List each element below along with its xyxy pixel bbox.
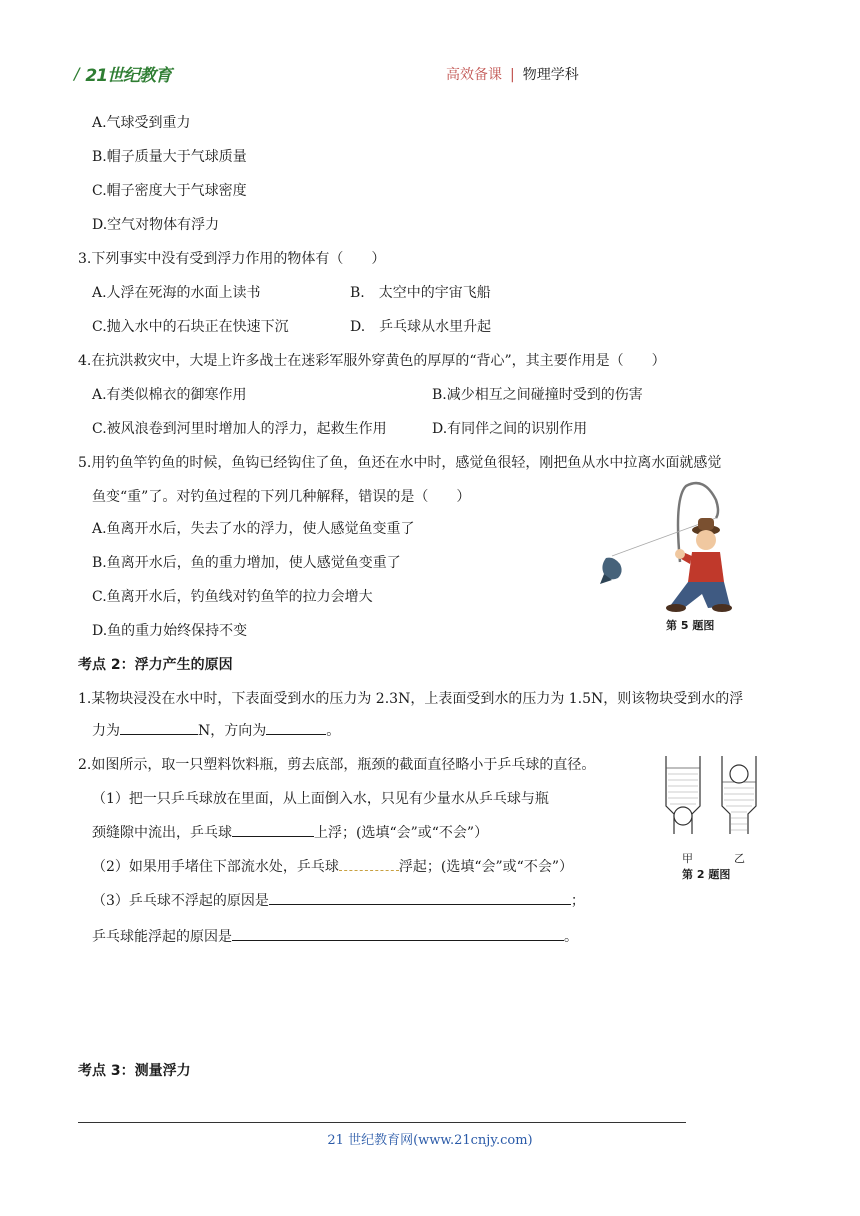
fig-label-right: 乙 — [734, 852, 745, 865]
q5-option-c: C.鱼离开水后，钓鱼线对钓鱼竿的拉力会增大 — [92, 589, 373, 605]
bottle-right — [722, 756, 756, 834]
direction-blank[interactable] — [266, 720, 326, 735]
buoyancy-blank[interactable] — [120, 720, 198, 735]
q3-option-a: A.人浮在死海的水面上读书 — [92, 285, 261, 301]
q5-option-b: B.鱼离开水后，鱼的重力增加，使人感觉鱼变重了 — [92, 555, 401, 571]
footer-divider — [78, 1122, 686, 1123]
header-subject — [446, 64, 579, 84]
bottle-left — [666, 756, 700, 834]
q3-option-d: D. 乒乓球从水里升起 — [350, 319, 492, 335]
part4-blank[interactable] — [232, 926, 564, 941]
section3-title: 考点 3：测量浮力 — [78, 1063, 191, 1079]
header-left-label: 高效备课 — [446, 67, 502, 83]
part3-blank[interactable] — [269, 890, 571, 905]
logo-slash: / — [74, 63, 80, 83]
ball-right — [730, 765, 748, 783]
head — [696, 530, 716, 550]
q5-stem-line2: 鱼变“重”了。对钓鱼过程的下列几种解释，错误的是（ ） — [92, 489, 471, 505]
s2-q1-line2: 力为 N，方向为 。 — [92, 720, 340, 740]
part1-blank[interactable] — [232, 822, 314, 837]
q3-stem: 3.下列事实中没有受到浮力作用的物体有（ ） — [78, 251, 386, 267]
q2-option-c: C.帽子密度大于气球密度 — [92, 183, 247, 199]
footer-link[interactable]: 21 世纪教育网(www.21cnjy.com) — [327, 1133, 533, 1148]
fishing-illustration — [596, 478, 736, 618]
q4-option-c: C.被风浪卷到河里时增加人的浮力，起救生作用 — [92, 421, 387, 437]
site-logo — [74, 62, 171, 84]
header-right-label: 物理学科 — [522, 67, 579, 83]
q4-stem: 4.在抗洪救灾中，大堤上许多战士在迷彩军服外穿黄色的厚厚的“背心”，其主要作用是（ ） — [78, 353, 666, 369]
s2-q2-part1-line1: （1）把一只乒乓球放在里面，从上面倒入水，只见有少量水从乒乓球与瓶 — [92, 791, 549, 807]
s2-figure-caption: 第 2 题图 — [682, 868, 731, 881]
q4-option-a: A.有类似棉衣的御寒作用 — [92, 387, 247, 403]
q4-option-b: B.减少相互之间碰撞时受到的伤害 — [432, 387, 643, 403]
q2-option-d: D.空气对物体有浮力 — [92, 217, 220, 233]
logo-mark: 21世纪教育 — [85, 65, 172, 86]
s2-q2-part2: （2）如果用手堵住下部流水处，乒乓球 浮起；(选填“会”或“不会”） — [92, 856, 573, 876]
bottle-figure — [660, 754, 770, 854]
part2-blank[interactable] — [339, 856, 399, 871]
ball-left — [674, 807, 692, 825]
fig-label-left: 甲 — [682, 852, 693, 865]
q5-stem-line1: 5.用钓鱼竿钓鱼的时候，鱼钩已经钩住了鱼，鱼还在水中时，感觉鱼很轻，刚把鱼从水中拉离水面就感觉 — [78, 455, 722, 471]
q5-figure-caption: 第 5 题图 — [666, 619, 715, 632]
q3-option-c: C.抛入水中的石块正在快速下沉 — [92, 319, 289, 335]
q4-option-d: D.有同伴之间的识别作用 — [432, 421, 588, 437]
q5-option-a: A.鱼离开水后，失去了水的浮力，使人感觉鱼变重了 — [92, 521, 415, 537]
q2-option-b: B.帽子质量大于气球质量 — [92, 149, 247, 165]
section2-title: 考点 2：浮力产生的原因 — [78, 657, 233, 673]
q3-option-b: B. 太空中的宇宙飞船 — [350, 285, 491, 301]
s2-q2-part1-line2: 颈缝隙中流出，乒乓球 上浮；(选填“会”或“不会”） — [92, 822, 488, 842]
header-separator: | — [510, 67, 515, 83]
shirt — [688, 552, 724, 582]
q2-option-a: A.气球受到重力 — [92, 115, 191, 131]
s2-q2-stem: 2.如图所示，取一只塑料饮料瓶，剪去底部，瓶颈的截面直径略小于乒乓球的直径。 — [78, 757, 596, 773]
s2-q1-line1: 1.某物块浸没在水中时，下表面受到水的压力为 2.3N，上表面受到水的压力为 1.5N，则该物块受到水的浮 — [78, 691, 744, 707]
s2-q2-part4: 乒乓球能浮起的原因是 。 — [92, 926, 578, 946]
q5-option-d: D.鱼的重力始终保持不变 — [92, 623, 248, 639]
s2-q2-part3: （3）乒乓球不浮起的原因是 ； — [92, 890, 585, 910]
